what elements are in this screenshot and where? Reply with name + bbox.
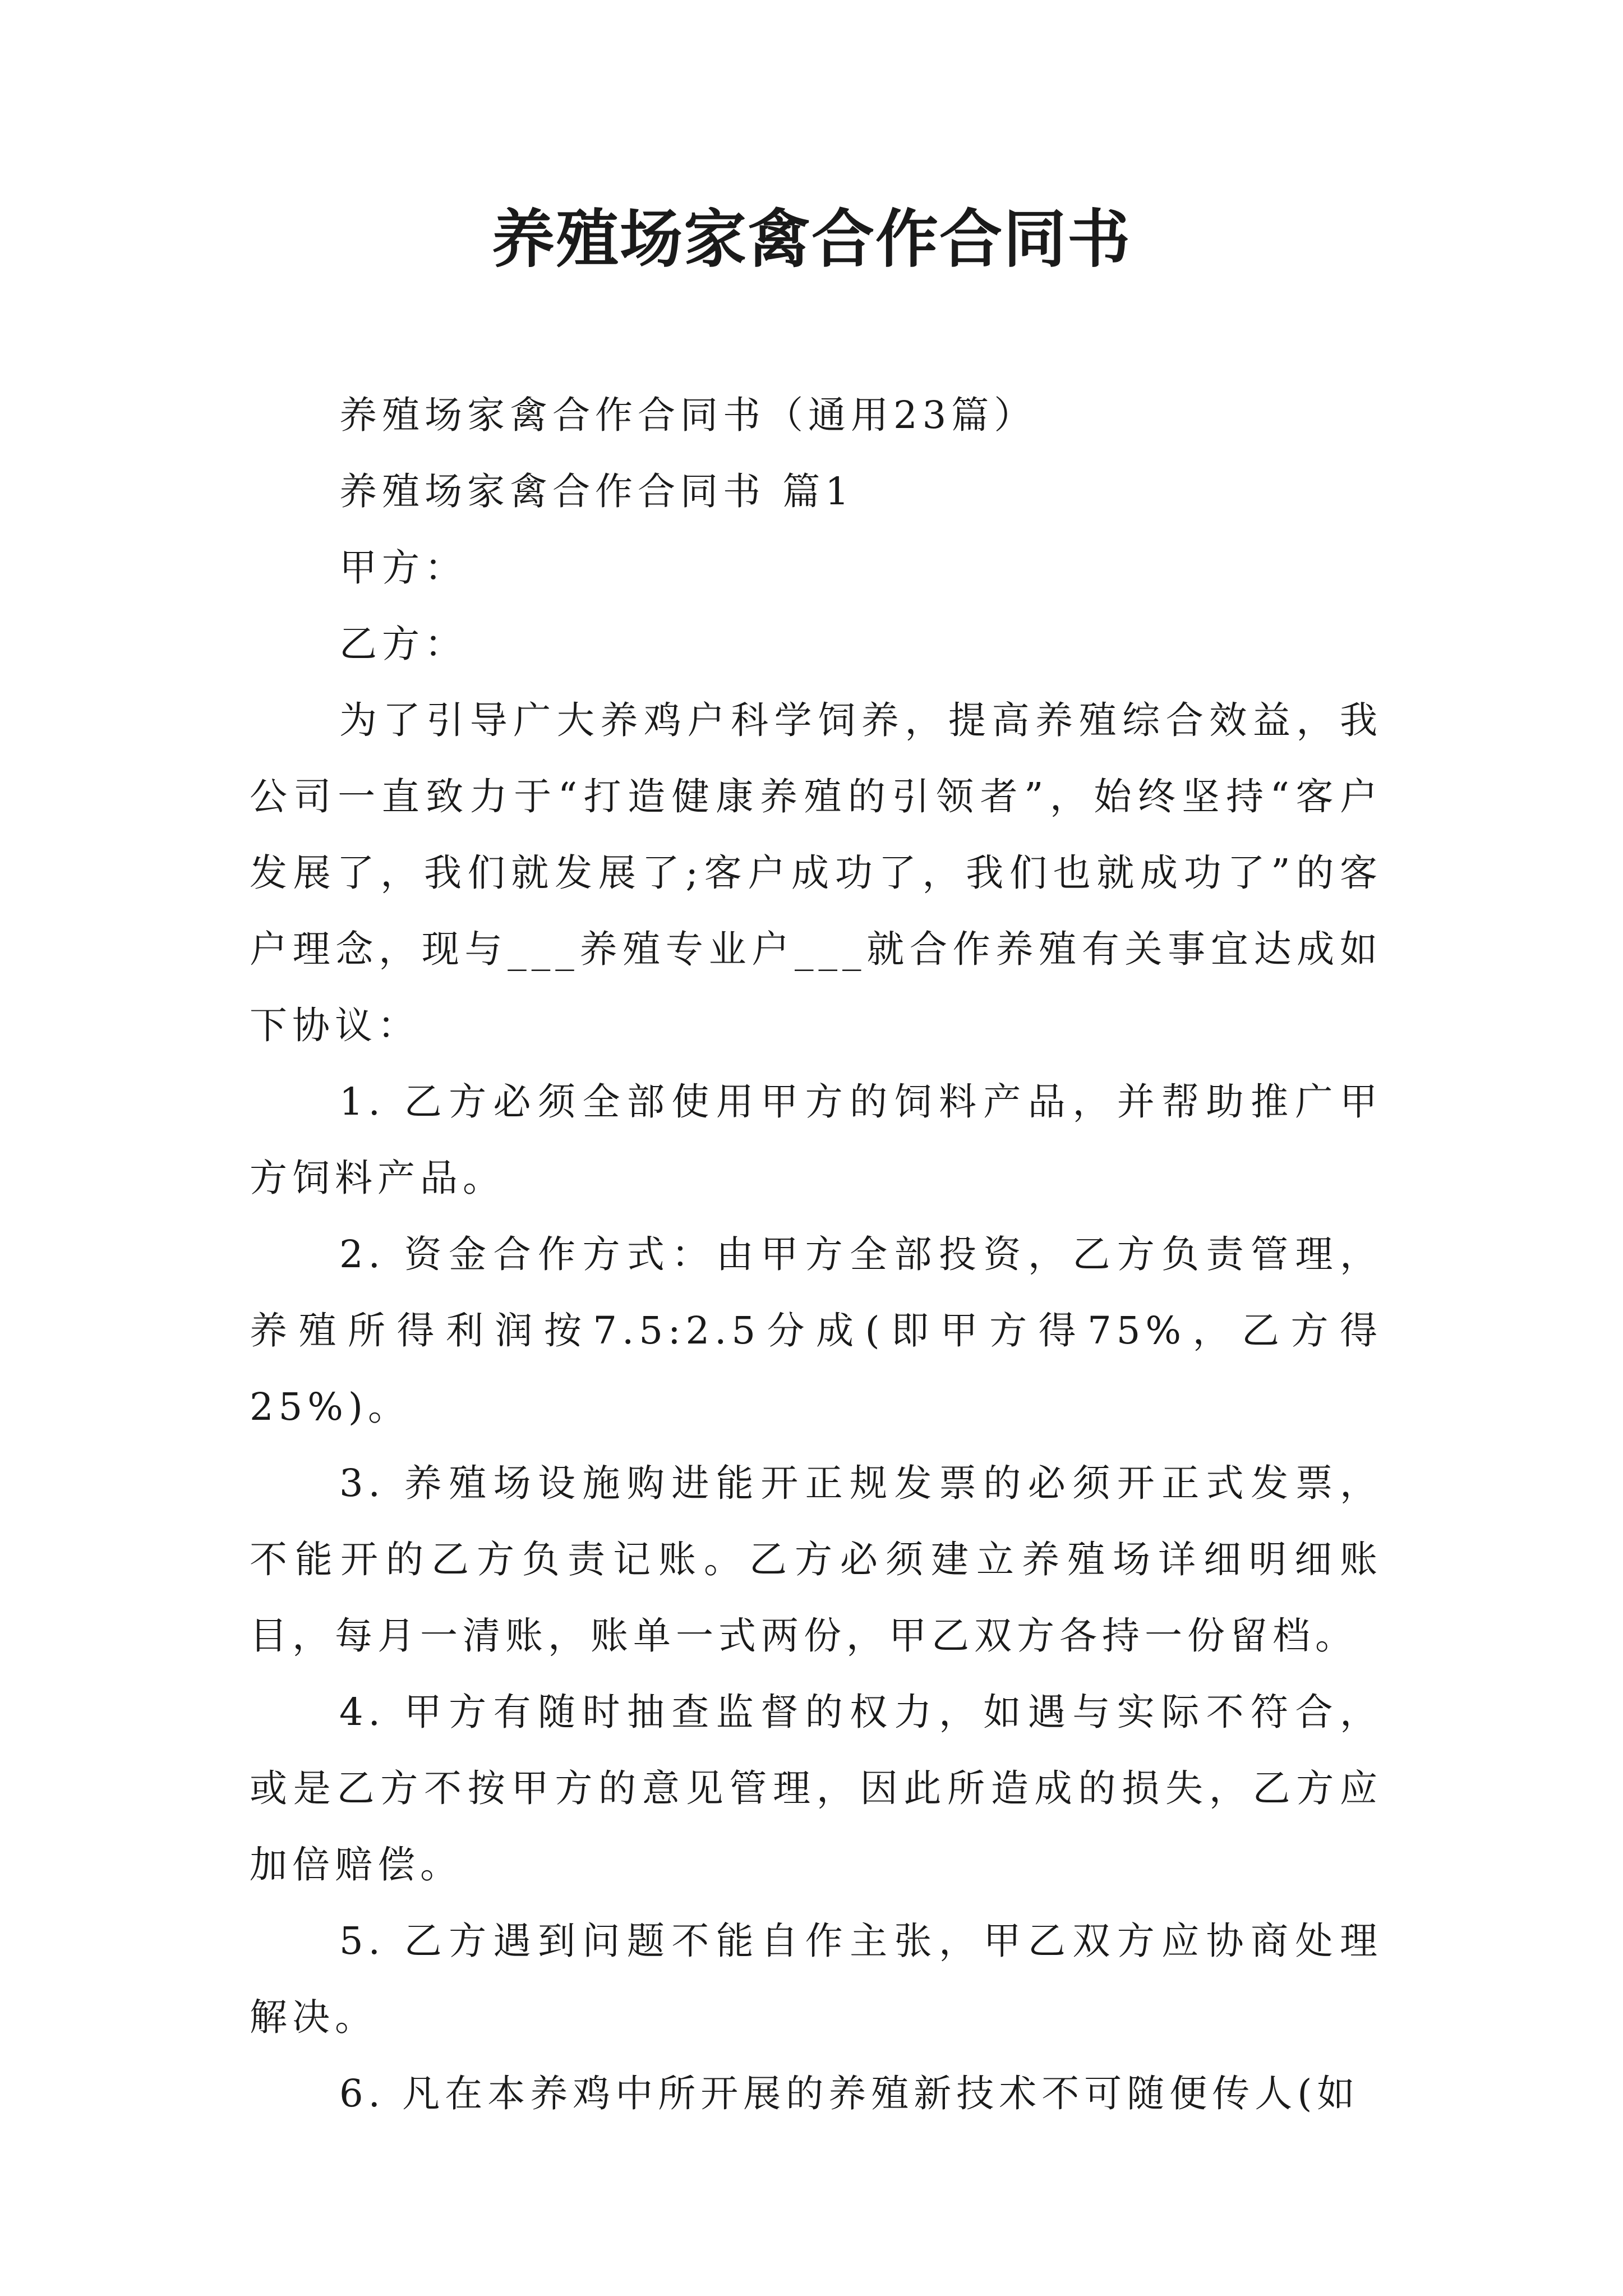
- intro-paragraph: 为了引导广大养鸡户科学饲养，提高养殖综合效益，我公司一直致力于“打造健康养殖的引领者”，始终坚持“客户发展了，我们就发展了;客户成功了，我们也就成功了”的客户理念，现与___养殖专业户___就合作养殖有关事宜达成如下协议：: [250, 698, 1382, 1047]
- clause-1: 1. 乙方必须全部使用甲方的饲料产品，并帮助推广甲方饲料产品。: [250, 1080, 1382, 1200]
- document-body: [250, 377, 1382, 2132]
- section-heading: 养殖场家禽合作合同书 篇1: [339, 470, 854, 513]
- clause-4: 4. 甲方有随时抽查监督的权力，如遇与实际不符合，或是乙方不按甲方的意见管理，因此所造成的损失，乙方应加倍赔偿。: [250, 1690, 1382, 1887]
- party-b-line: 乙方：: [339, 622, 467, 666]
- clause-3: 3. 养殖场设施购进能开正规发票的必须开正式发票，不能开的乙方负责记账。乙方必须建立养殖场详细明细账目，每月一清账，账单一式两份，甲乙双方各持一份留档。: [250, 1461, 1382, 1658]
- party-a-line: 甲方：: [339, 546, 467, 590]
- document-title: 养殖场家禽合作合同书: [492, 203, 1131, 276]
- clause-6: 6. 凡在本养鸡中所开展的养殖新技术不可随便传人(如: [339, 2072, 1360, 2115]
- clause-5: 5. 乙方遇到问题不能自作主张，甲乙双方应协商处理解决。: [250, 1919, 1382, 2039]
- subtitle-line: 养殖场家禽合作合同书（通用23篇）: [339, 393, 1037, 437]
- clause-2: 2. 资金合作方式：由甲方全部投资，乙方负责管理，养殖所得利润按7.5:2.5分成(即甲方得75%，乙方得25%)。: [250, 1232, 1382, 1429]
